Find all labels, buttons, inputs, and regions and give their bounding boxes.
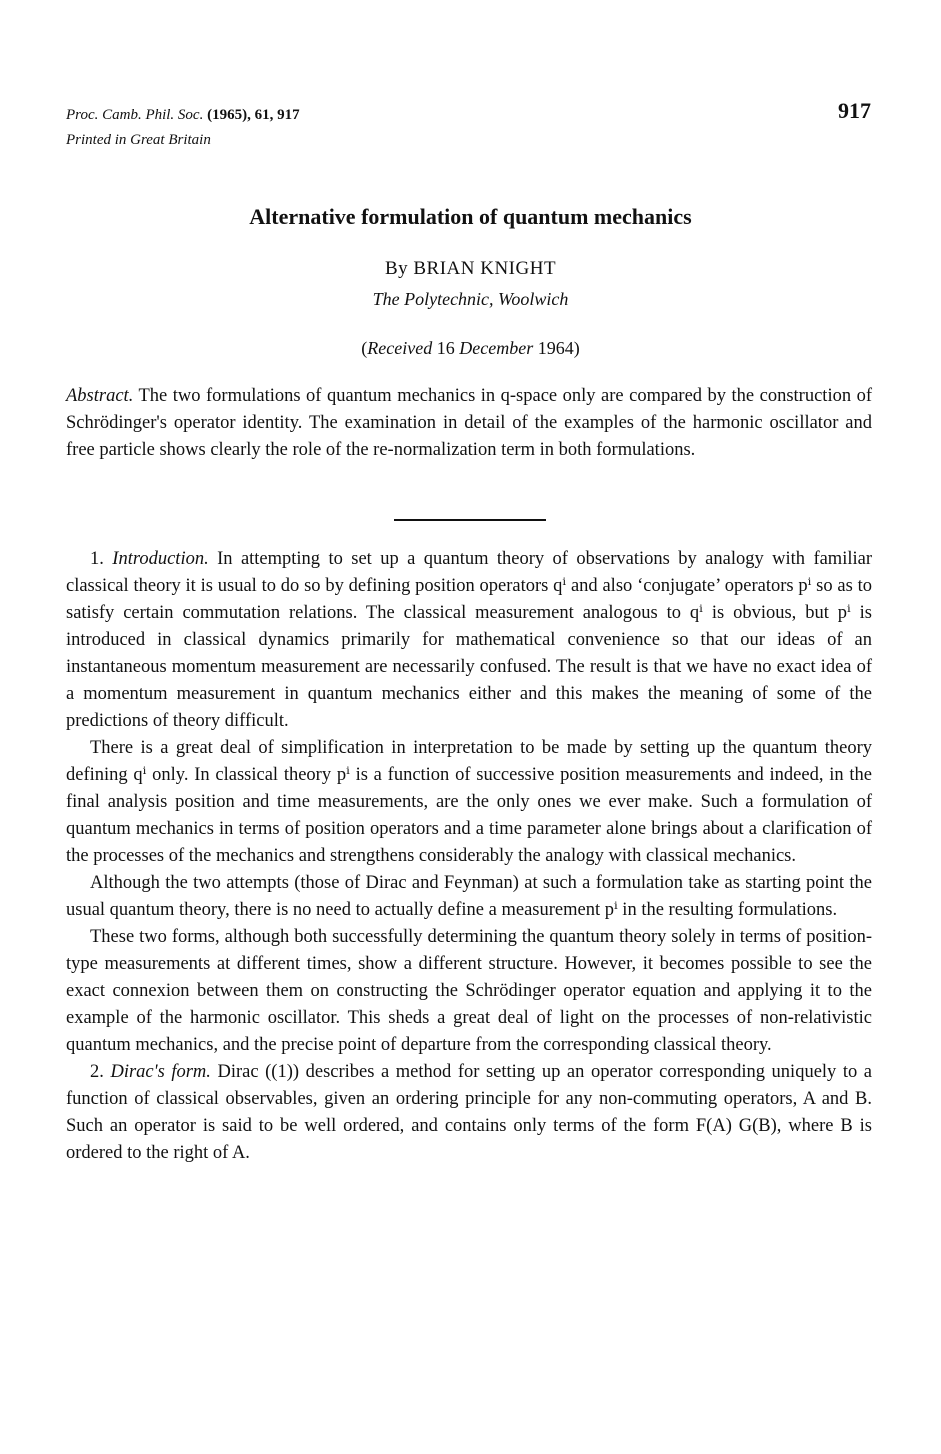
author-name: BRIAN KNIGHT	[413, 258, 557, 279]
abstract	[66, 383, 872, 464]
journal-reference	[66, 103, 300, 128]
journal-volume: 61,	[254, 107, 274, 123]
paragraph-text: In attempting to set up a quantum theory of observations by analogy with familiar classical theory it is usual to do so by defining position operators qⁱ and also ‘conjugate’ operators pⁱ so as to satisfy certain commutation relations. The classical measurement analogous to qⁱ is obvious, but pⁱ is introduced in classical dynamics primarily for mathematical convenience so that our ideas of an instantaneous momentum measurement are necessarily confused. The result is that we have no exact idea of a momentum measurement in quantum mechanics either and this makes the meaning of some of the predictions of theory difficult.	[66, 549, 872, 731]
journal-name: Proc. Camb. Phil. Soc.	[66, 107, 204, 123]
section-number: 2.	[90, 1062, 104, 1082]
section-heading-introduction: Introduction.	[112, 549, 209, 569]
journal-year: (1965),	[207, 107, 251, 123]
paragraph-text: These two forms, although both successfully determining the quantum theory solely in terms of position-type measurements at different times, show a different structure. However, it becomes possible to see the exact connexion between them on constructing the Schrödinger operator equation and applying it to the example of the harmonic oscillator. This sheds a great deal of light on the processes of non-relativistic quantum mechanics, and the precise point of departure from the corresponding classical theory.	[66, 927, 872, 1055]
paragraph	[66, 735, 872, 870]
page-number: 917	[838, 98, 871, 123]
abstract-text: The two formulations of quantum mechanics in q-space only are compared by the construction of Schrödinger's operator identity. The examination in detail of the examples of the harmonic oscillator and free particle shows clearly the role of the re-normalization term in both formulations.	[66, 386, 872, 460]
section-number: 1.	[90, 549, 104, 569]
received-month: December	[459, 338, 534, 358]
paragraph-introduction	[66, 546, 872, 735]
paragraph-text: There is a great deal of simplification in interpretation to be made by setting up the quantum theory defining qⁱ only. In classical theory pⁱ is a function of successive position measurements and indeed, in the final analysis position and time measurements, are the only ones we ever make. Such a formulation of quantum mechanics in terms of position operators and a time parameter alone brings about a clarification of the processes of the mechanics and strengthens considerably the analogy with classical mechanics.	[66, 738, 872, 866]
paragraph-text: Although the two attempts (those of Dirac and Feynman) at such a formulation take as starting point the usual quantum theory, there is no need to actually define a measurement pⁱ in the resulting formulations.	[66, 873, 872, 920]
paragraph-text: Dirac ((1)) describes a method for setting up an operator corresponding uniquely to a function of classical observables, given an ordering principle for any non-commuting operators, A and B. Such an operator is said to be well ordered, and contains only terms of the form F(A) G(B), where B is ordered to the right of A.	[66, 1062, 873, 1163]
section-divider	[394, 519, 546, 521]
paragraph-dirac-form	[66, 1059, 872, 1167]
abstract-label: Abstract.	[66, 386, 134, 406]
received-label: Received	[367, 338, 433, 358]
author-by: By	[384, 258, 409, 279]
received-date	[0, 338, 941, 359]
paragraph	[66, 870, 872, 924]
paragraph	[66, 924, 872, 1059]
body-text	[66, 546, 872, 1167]
author-affiliation: The Polytechnic, Woolwich	[372, 289, 569, 309]
received-day: 16	[436, 338, 455, 358]
paper-title: Alternative formulation of quantum mechanics	[249, 204, 692, 229]
author-line	[0, 258, 941, 280]
printed-in: Printed in Great Britain	[66, 132, 211, 148]
journal-citation	[66, 103, 300, 153]
received-open: (	[361, 338, 368, 358]
section-heading-dirac-form: Dirac's form.	[110, 1062, 211, 1082]
received-year: 1964)	[537, 338, 580, 358]
journal-page: 917	[277, 107, 300, 123]
